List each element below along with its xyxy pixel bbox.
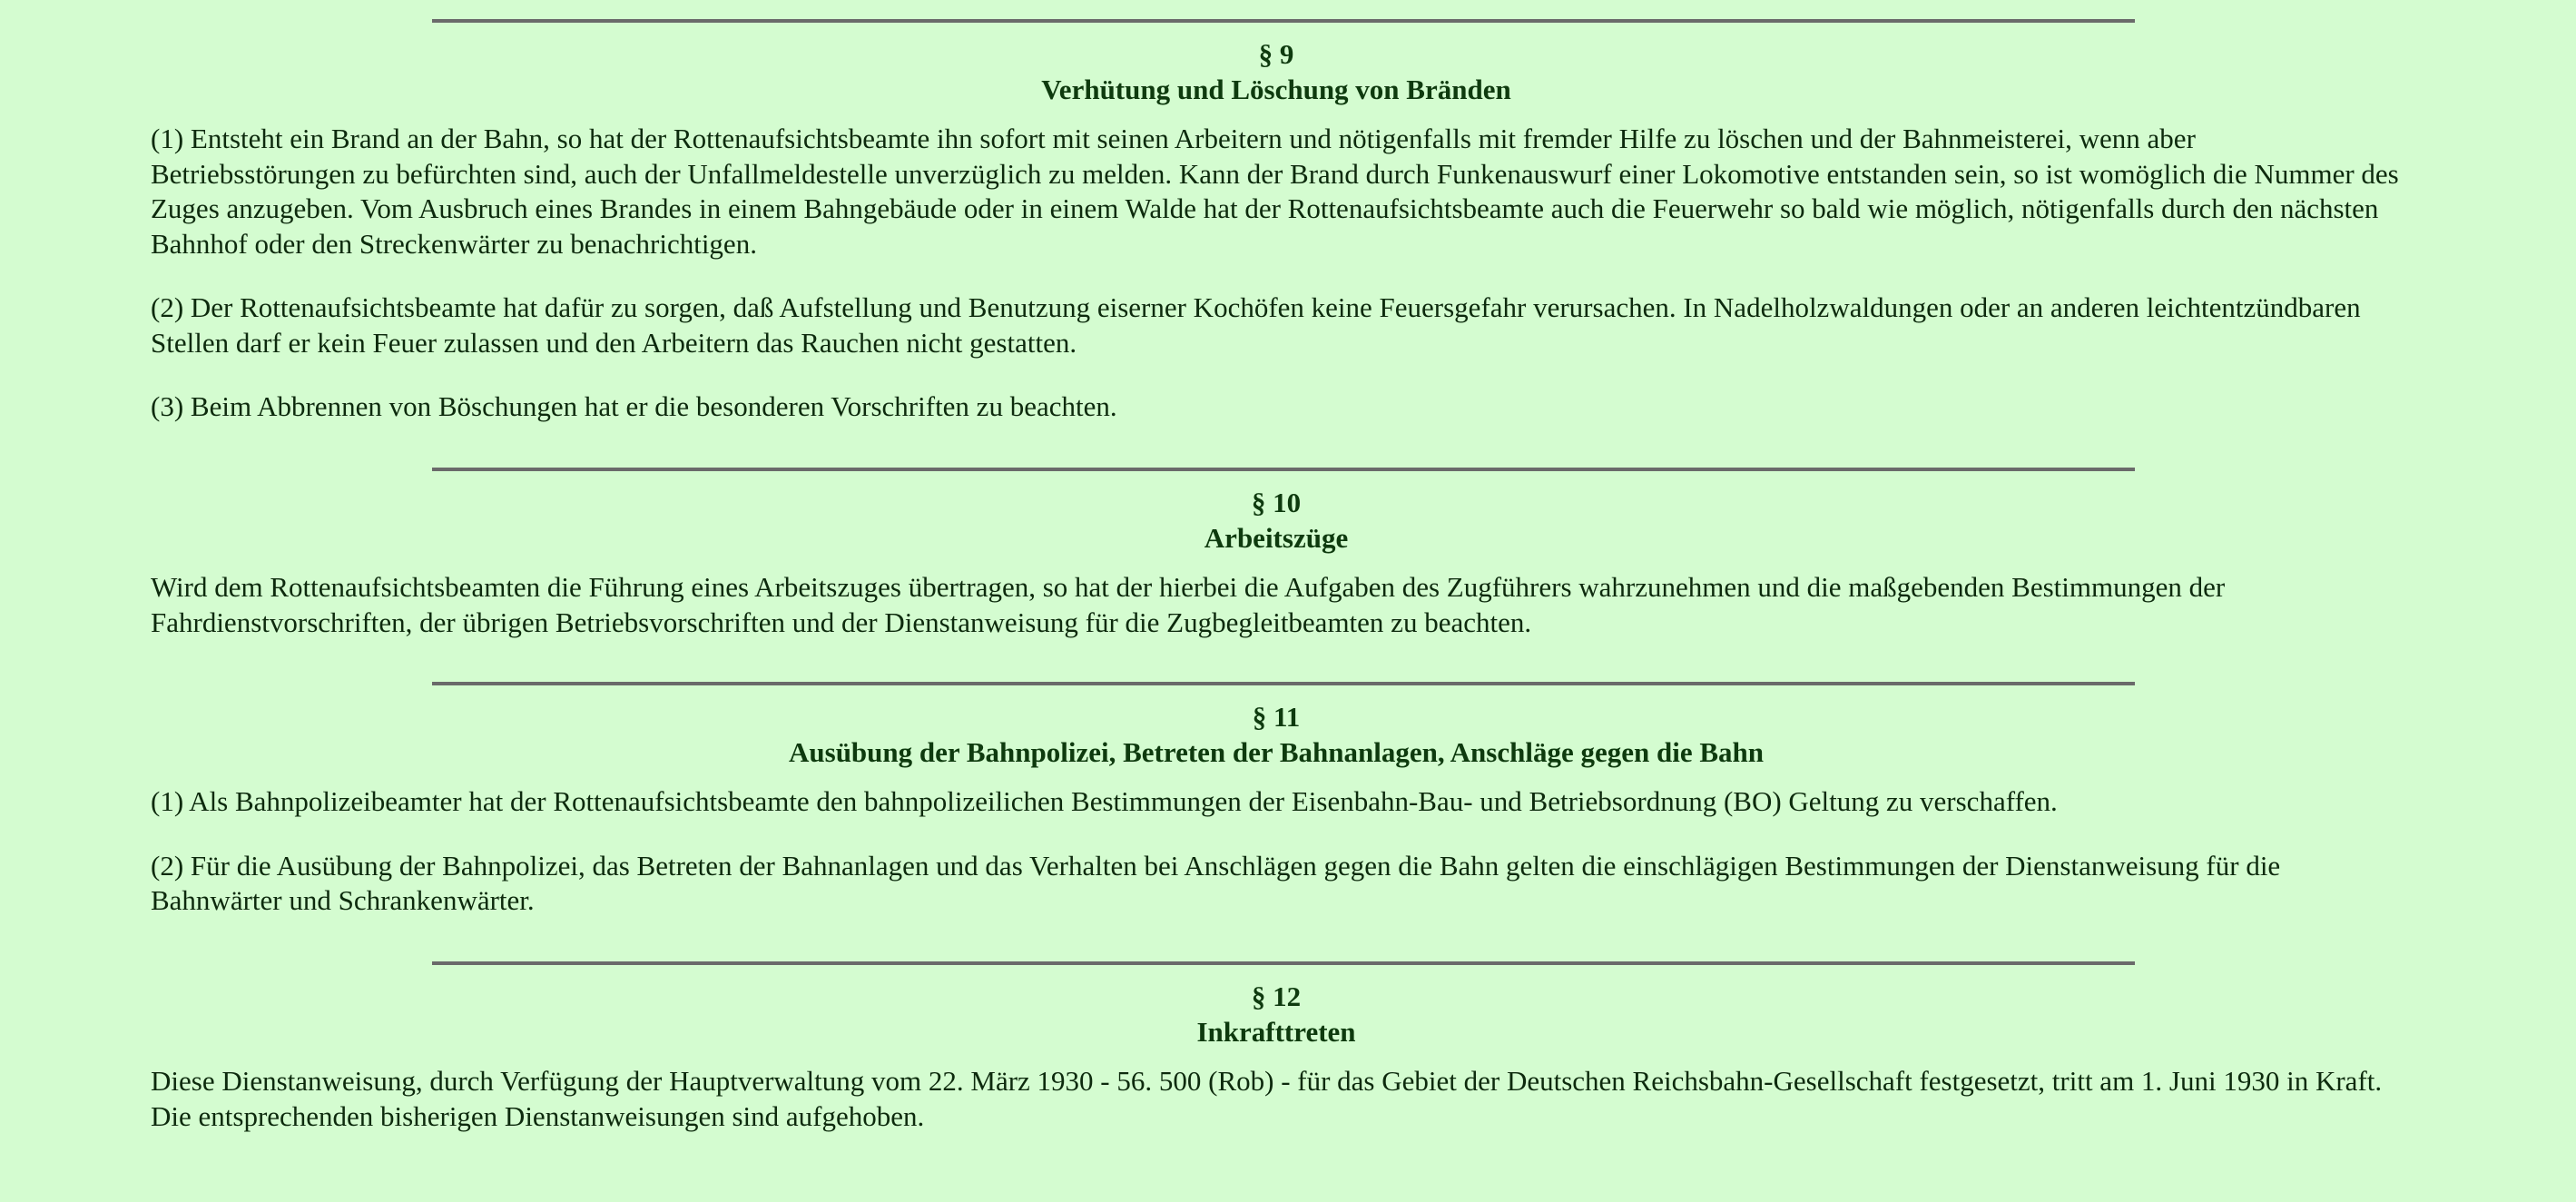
paragraph: (2) Der Rottenaufsichtsbeamte hat dafür zu sorgen, daß Aufstellung und Benutzung eiserner Kochöfen keine Feuersgefahr verursachen. In Nadelholzwaldungen oder an anderen leichtentzündbaren Stellen darf er kein Feuer zulassen und den Arbeitern das Rauchen nicht gestatten. [151,291,2361,359]
section-number: § 9 [1258,38,1294,70]
paragraph: Diese Dienstanweisung, durch Verfügung der Hauptverwaltung vom 22. März 1930 - 56. 500 (Rob) - für das Gebiet der Deutschen Reichsbahn-Gesellschaft festgesetzt, tritt am 1. Juni 1930 in Kraft. [151,1065,2383,1097]
section-title: Ausübung der Bahnpolizei, Betreten der Bahnanlagen, Anschläge gegen die Bahn [789,736,1764,768]
section-divider [432,468,2135,471]
section-divider [432,682,2135,685]
section-number: § 12 [1251,980,1302,1012]
section-divider [432,961,2135,965]
section-10 [151,468,2402,640]
section-title: Inkrafttreten [1196,1016,1356,1048]
paragraph: (2) Für die Ausübung der Bahnpolizei, das Betreten der Bahnanlagen und das Verhalten bei Anschlägen gegen die Bahn gelten die einschlägigen Bestimmungen der Dienstanweisung für die Bahnwärter und Schrankenwärter. [151,849,2281,916]
section-number: § 11 [1252,701,1301,733]
paragraph: (1) Entsteht ein Brand an der Bahn, so hat der Rottenaufsichtsbeamte ihn sofort mit seinen Arbeitern und nötigenfalls mit fremder Hilfe zu löschen und der Bahnmeisterei, wenn aber Betriebsstörungen zu befürchten sind, auch der Unfallmeldestelle unverzüglich zu melden. Kann der Brand durch Funkenauswurf einer Lokomotive entstanden sein, so ist womöglich die Nummer des Zuges anzugeben. Vom Ausbruch eines Brandes in einem Bahngebäude oder in einem Walde hat der Rottenaufsichtsbeamte auch die Feuerwehr so bald wie möglich, nötigenfalls durch den nächsten Bahnhof oder den Streckenwärter zu benachrichtigen. [151,123,2399,260]
section-9 [151,19,2402,425]
paragraph: Die entsprechenden bisherigen Dienstanweisungen sind aufgehoben. [151,1099,925,1132]
paragraph: (1) Als Bahnpolizeibeamter hat der Rottenaufsichtsbeamte den bahnpolizeilichen Bestimmungen der Eisenbahn-Bau- und Betriebsordnung (BO) Geltung zu verschaffen. [151,785,2058,817]
section-11 [151,682,2402,919]
paragraph: Wird dem Rottenaufsichtsbeamten die Führung eines Arbeitszuges übertragen, so hat der hierbei die Aufgaben des Zugführers wahrzunehmen und die maßgebenden Bestimmungen der Fahrdienstvorschriften, der übrigen Betriebsvorschriften und der Dienstanweisung für die Zugbegleitbeamten zu beachten. [151,571,2226,638]
section-title: Arbeitszüge [1204,522,1349,554]
section-divider [432,19,2135,23]
section-number: § 10 [1251,487,1302,518]
paragraph: (3) Beim Abbrennen von Böschungen hat er die besonderen Vorschriften zu beachten. [151,390,1117,422]
section-title: Verhütung und Löschung von Bränden [1041,74,1511,105]
section-12 [151,961,2402,1134]
